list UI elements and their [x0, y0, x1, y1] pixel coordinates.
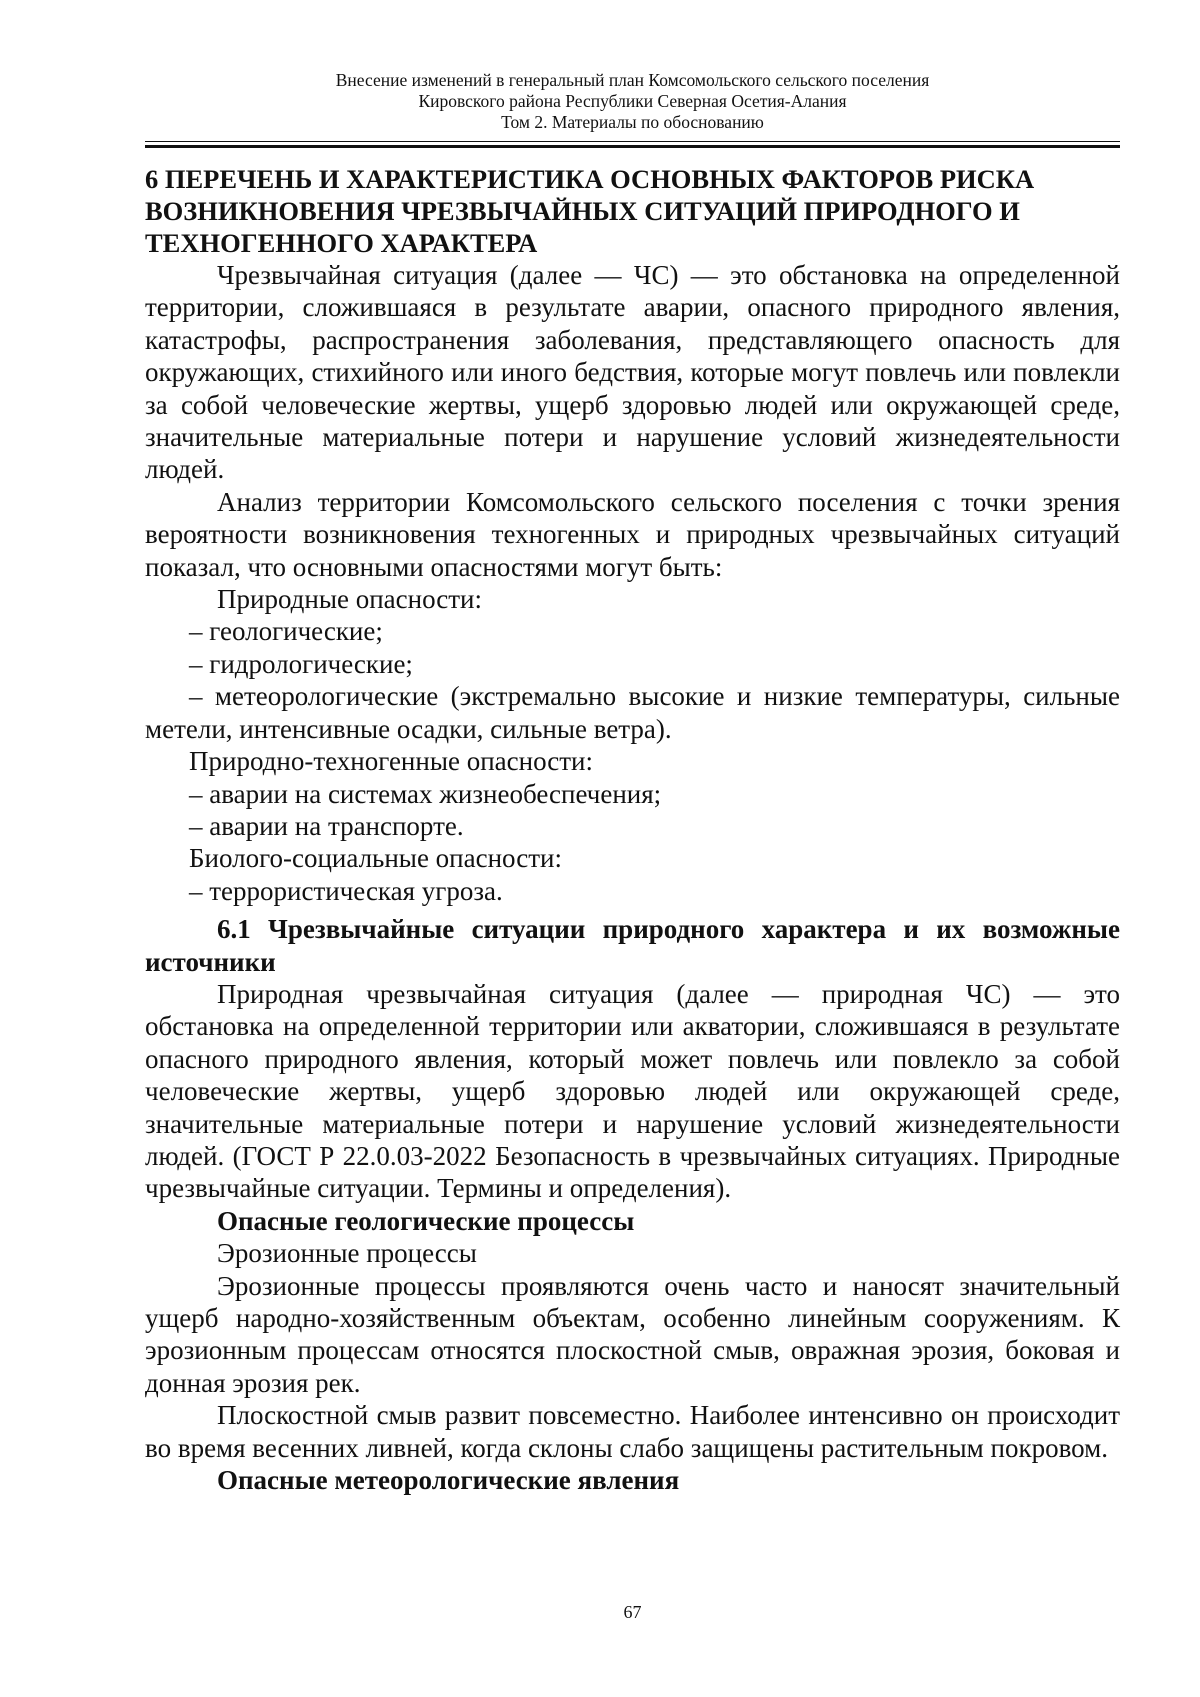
- natural-hazards-label: Природные опасности:: [217, 584, 483, 615]
- paragraph-definition: Чрезвычайная ситуация (далее — ЧС) — это обстановка на определенной территории, сложившаяся в результате аварии, опасного природного явления, катастрофы, распространения заболевания, представляющего опасность для окружающих, стихийного или иного бедствия, которые могут повлечь или повлекли за собой человеческие жертвы, ущерб здоровью людей или окружающей среде, значительные материальные потери и нарушение условий жизнедеятельности людей.: [145, 260, 1120, 485]
- list-item: – геологические;: [189, 616, 383, 647]
- section-title: 6 ПЕРЕЧЕНЬ И ХАРАКТЕРИСТИКА ОСНОВНЫХ ФАКТОРОВ РИСКА ВОЗНИКНОВЕНИЯ ЧРЕЗВЫЧАЙНЫХ СИТУАЦИЙ ПРИРОДНОГО И ТЕХНОГЕННОГО ХАРАКТЕРА: [145, 164, 1035, 258]
- header-line-3: Том 2. Материалы по обоснованию: [501, 112, 764, 132]
- document-body: [145, 163, 1120, 1496]
- geological-processes-heading: Опасные геологические процессы: [217, 1205, 635, 1236]
- page-header: [145, 70, 1120, 133]
- paragraph-sheet-wash: Плоскостной смыв развит повсеместно. Наиболее интенсивно он происходит во время весенних ливней, когда склоны слабо защищены растительным покровом.: [145, 1400, 1120, 1463]
- paragraph-erosion: Эрозионные процессы проявляются очень часто и наносят значительный ущерб народно-хозяйственным объектам, особенно линейным сооружениям. К эрозионным процессам относятся плоскостной смыв, овражная эрозия, боковая и донная эрозия рек.: [145, 1270, 1120, 1398]
- bio-social-hazards-label: Биолого-социальные опасности:: [189, 843, 562, 874]
- list-item: – аварии на системах жизнеобеспечения;: [189, 778, 662, 809]
- subsection-title: 6.1 Чрезвычайные ситуации природного характера и их возможные источники: [145, 914, 1120, 977]
- erosion-processes-label: Эрозионные процессы: [217, 1238, 477, 1269]
- paragraph-analysis: Анализ территории Комсомольского сельского поселения с точки зрения вероятности возникновения техногенных и природных чрезвычайных ситуаций показал, что основными опасностями могут быть:: [145, 486, 1120, 582]
- list-item: – метеорологические (экстремально высокие и низкие температуры, сильные метели, интенсивные осадки, сильные ветра).: [145, 681, 1120, 744]
- header-line-1: Внесение изменений в генеральный план Комсомольского сельского поселения: [335, 70, 930, 90]
- header-rule-thick: [145, 145, 1120, 148]
- meteorological-phenomena-heading: Опасные метеорологические явления: [217, 1465, 680, 1496]
- list-item: – террористическая угроза.: [189, 875, 503, 906]
- list-item: – гидрологические;: [189, 648, 413, 679]
- list-item: – аварии на транспорте.: [189, 810, 464, 841]
- header-line-2: Кировского района Республики Северная Осетия-Алания: [418, 91, 847, 111]
- paragraph-natural-definition: Природная чрезвычайная ситуация (далее — природная ЧС) — это обстановка на определенной территории или акватории, сложившаяся в результате опасного природного явления, который может повлечь или повлекло за собой человеческие жертвы, ущерб здоровью людей или окружающей среде, значительные материальные потери и нарушение условий жизнедеятельности людей. (ГОСТ Р 22.0.03-2022 Безопасность в чрезвычайных ситуациях. Природные чрезвычайные ситуации. Термины и определения).: [145, 978, 1120, 1204]
- page-number: 67: [623, 1602, 642, 1622]
- header-rule-thin: [145, 141, 1120, 142]
- natural-tech-hazards-label: Природно-техногенные опасности:: [189, 746, 593, 777]
